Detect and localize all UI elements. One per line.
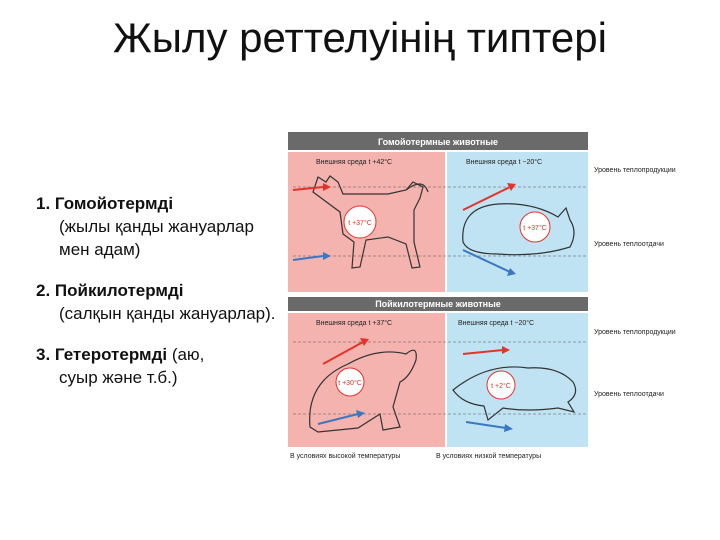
list-item [36, 279, 276, 325]
caption-high-temperature: В условиях высокой температуры [290, 453, 401, 460]
heat-loss-label-2: Уровень теплоотдачи [594, 391, 664, 398]
heat-loss-label-1: Уровень теплоотдачи [594, 241, 664, 248]
item-number: 2. [36, 281, 51, 300]
heat-production-label-2: Уровень теплопродукции [594, 329, 676, 336]
top-left-env-label: Внешняя среда t +42°С [316, 159, 393, 166]
bottom-left-env-label: Внешняя среда t +37°С [316, 320, 393, 327]
list-item [36, 343, 276, 389]
regulation-types-list [36, 192, 276, 407]
bottom-right-body-temp: t +2°C [491, 383, 511, 390]
bottom-left-body-temp: t +30°C [338, 380, 362, 387]
item-description: суыр және т.б.) [59, 368, 178, 387]
item-number: 3. [36, 345, 51, 364]
top-right-body-temp: t +37°C [523, 225, 547, 232]
bottom-warm-panel [288, 313, 445, 447]
item-number: 1. [36, 194, 51, 213]
top-left-body-temp: t +37°C [348, 220, 372, 227]
heat-production-label-1: Уровень теплопродукции [594, 167, 676, 174]
top-right-env-label: Внешняя среда t −20°С [466, 159, 543, 166]
slide-title: Жылу реттелуінің типтері [113, 14, 607, 61]
item-description: (жылы қанды жануарлар мен адам) [59, 217, 254, 259]
item-name: Гетеротермді [54, 345, 168, 364]
caption-low-temperature: В условиях низкой температуры [436, 453, 542, 460]
item-description-inline: (аю, [167, 345, 205, 364]
item-description: (салқын қанды жануарлар). [59, 304, 276, 323]
top-header-label: Гомойотермные животные [377, 137, 499, 147]
list-item [36, 192, 276, 261]
item-name: Пойкилотермді [54, 281, 184, 300]
item-name: Гомойотермді [54, 194, 174, 213]
top-cold-panel [447, 152, 588, 292]
bottom-right-env-label: Внешняя среда t −20°С [458, 320, 535, 327]
bottom-header-label: Пойкилотермные животные [375, 299, 501, 309]
thermoregulation-figure [288, 132, 688, 477]
